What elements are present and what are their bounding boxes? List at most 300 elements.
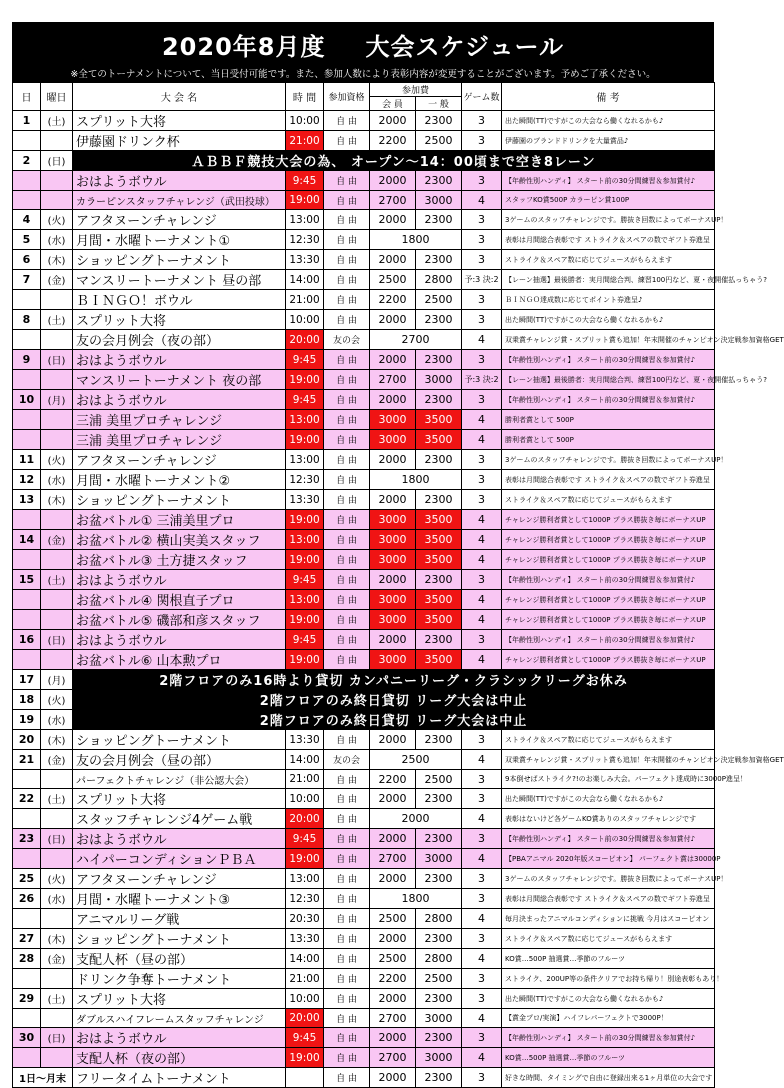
cell-event-name: 月間・水曜トーナメント②: [73, 470, 286, 490]
cell-qualification: 自 由: [324, 410, 370, 430]
cell-note: 双乗賞チャレンジ賞・スプリット賞も追加！年末開催のチャンピオン決定戦参加資格GET: [502, 330, 715, 350]
cell-time: 9:45: [286, 171, 324, 191]
cell-games: 3: [462, 131, 502, 151]
table-row: [13, 450, 715, 470]
cell-day: [13, 430, 41, 450]
cell-note: チャレンジ勝利者賞として1000P プラス勝抜き毎にボーナスUP: [502, 610, 715, 630]
cell-day: [13, 171, 41, 191]
cell-event-name: お盆バトル⑥ 山本勲プロ: [73, 650, 286, 670]
cell-games: 3: [462, 1028, 502, 1048]
cell-day: 13: [13, 490, 41, 510]
cell-qualification: 自 由: [324, 470, 370, 490]
cell-games: 3: [462, 570, 502, 590]
cell-day: 1日〜月末: [13, 1068, 73, 1088]
cell-note: 好きな時間、タイミングで自由に登録出来る1ヶ月単位の大会です: [502, 1068, 715, 1088]
cell-games: 3: [462, 1068, 502, 1088]
cell-dow: (土): [41, 570, 73, 590]
cell-time: 19:00: [286, 650, 324, 670]
cell-fee: 1800: [370, 470, 462, 490]
cell-fee-general: 3500: [416, 530, 462, 550]
cell-note: 表彰は月間総合表彰です ストライク＆スペアの数でギフト券進呈: [502, 470, 715, 490]
cell-dow: [41, 809, 73, 829]
cell-fee-member: 2200: [370, 770, 416, 789]
cell-games: 4: [462, 330, 502, 350]
cell-fee: 1800: [370, 889, 462, 909]
cell-note: 【賞金プロ/実演】ハイフレパーフェクトで3000P！: [502, 1009, 715, 1028]
cell-games: 3: [462, 230, 502, 250]
cell-dow: (日): [41, 1028, 73, 1048]
cell-note: チャレンジ勝利者賞として1000P プラス勝抜き毎にボーナスUP: [502, 550, 715, 570]
cell-fee-member: 2000: [370, 111, 416, 131]
cell-fee-general: 2500: [416, 290, 462, 310]
cell-day: [13, 590, 41, 610]
cell-event-name: ショッピングトーナメント: [73, 730, 286, 750]
cell-fee-member: 3000: [370, 530, 416, 550]
cell-event-name: 三浦 美里プロチャレンジ: [73, 430, 286, 450]
cell-fee-member: 2500: [370, 270, 416, 290]
cell-day: [13, 410, 41, 430]
cell-time: 19:00: [286, 1048, 324, 1068]
cell-event-name: おはようボウル: [73, 171, 286, 191]
cell-fee-member: 2000: [370, 730, 416, 750]
cell-time: 19:00: [286, 370, 324, 390]
cell-event-name: アニマルリーグ戦: [73, 909, 286, 929]
cell-dow: [41, 131, 73, 151]
table-row: [13, 770, 715, 789]
cell-note: 勝利者賞として 500P: [502, 410, 715, 430]
table-row: [13, 730, 715, 750]
table-row: [13, 250, 715, 270]
cell-day: 2: [13, 151, 41, 171]
cell-time: 13:30: [286, 490, 324, 510]
cell-fee-general: 3500: [416, 430, 462, 450]
cell-event-name: おはようボウル: [73, 829, 286, 849]
table-row: [13, 270, 715, 290]
cell-note: ストライク＆スペア数に応じてジュースがもらえます: [502, 490, 715, 510]
cell-fee-member: 2000: [370, 929, 416, 949]
table-row: [13, 829, 715, 849]
table-row: [13, 210, 715, 230]
cell-day: [13, 370, 41, 390]
cell-dow: [41, 969, 73, 989]
notice-row: [13, 151, 715, 171]
cell-fee-general: 3500: [416, 650, 462, 670]
cell-time: 9:45: [286, 1028, 324, 1048]
cell-day: 20: [13, 730, 41, 750]
schedule-table: [12, 82, 784, 1088]
title-main: 大会スケジュール: [365, 33, 565, 61]
cell-fee-member: 2000: [370, 350, 416, 370]
cell-fee: 2700: [370, 330, 462, 350]
cell-games: 3: [462, 171, 502, 191]
cell-note: 【年齢性別ハンディ】 スタート前の30分間練習＆参加賞付♪: [502, 390, 715, 410]
table-row: [13, 1068, 715, 1088]
header-general: 一 般: [416, 97, 462, 111]
cell-time: 13:00: [286, 410, 324, 430]
cell-qualification: 自 由: [324, 949, 370, 969]
cell-day: [13, 770, 41, 789]
cell-games: 3: [462, 111, 502, 131]
cell-note: ストライク＆スペア数に応じてジュースがもらえます: [502, 929, 715, 949]
table-row: [13, 1048, 715, 1068]
cell-games: 3: [462, 770, 502, 789]
cell-fee-member: 2000: [370, 310, 416, 330]
cell-day: [13, 849, 41, 869]
cell-event-name: お盆バトル② 横山実美スタッフ: [73, 530, 286, 550]
cell-qualification: 自 由: [324, 1009, 370, 1028]
cell-event-name: 友の会月例会（夜の部）: [73, 330, 286, 350]
header-dow: 曜日: [41, 83, 73, 111]
cell-qualification: 自 由: [324, 1068, 370, 1088]
cell-dow: (日): [41, 630, 73, 650]
cell-dow: (月): [41, 390, 73, 410]
cell-games: 4: [462, 809, 502, 829]
banner-text: 2階フロアのみ16時より貸切 カンパニーリーグ・クラシックリーグお休み: [73, 670, 715, 690]
cell-fee-member: 2000: [370, 789, 416, 809]
cell-fee-general: 2300: [416, 250, 462, 270]
table-row: [13, 230, 715, 250]
cell-event-name: 支配人杯（昼の部）: [73, 949, 286, 969]
cell-event-name: お盆バトル① 三浦美里プロ: [73, 510, 286, 530]
cell-fee-general: 3500: [416, 610, 462, 630]
cell-fee: 2000: [370, 809, 462, 829]
cell-fee-general: 2800: [416, 909, 462, 929]
cell-fee-general: 2300: [416, 1068, 462, 1088]
cell-qualification: 自 由: [324, 630, 370, 650]
cell-event-name: アフタヌーンチャレンジ: [73, 210, 286, 230]
cell-dow: (木): [41, 929, 73, 949]
cell-event-name: おはようボウル: [73, 630, 286, 650]
cell-fee-general: 3500: [416, 590, 462, 610]
cell-fee-member: 3000: [370, 410, 416, 430]
cell-time: 21:00: [286, 770, 324, 789]
cell-event-name: アフタヌーンチャレンジ: [73, 869, 286, 889]
cell-qualification: 自 由: [324, 430, 370, 450]
table-row: [13, 750, 715, 770]
cell-event-name: マンスリートーナメント 夜の部: [73, 370, 286, 390]
table-row: [13, 849, 715, 869]
cell-dow: [41, 410, 73, 430]
cell-dow: (木): [41, 730, 73, 750]
cell-fee-general: 3000: [416, 849, 462, 869]
cell-fee-member: 2500: [370, 949, 416, 969]
cell-games: 4: [462, 849, 502, 869]
cell-games: 予:3 決:2: [462, 270, 502, 290]
cell-games: 3: [462, 250, 502, 270]
cell-dow: (木): [41, 490, 73, 510]
cell-day: 7: [13, 270, 41, 290]
cell-qualification: 自 由: [324, 230, 370, 250]
cell-games: 3: [462, 829, 502, 849]
cell-note: 出た瞬間(TT)ですがこの大会なら働くなれるかも♪: [502, 111, 715, 131]
cell-games: 3: [462, 290, 502, 310]
cell-time: 19:00: [286, 510, 324, 530]
cell-note: チャレンジ勝利者賞として1000P プラス勝抜き毎にボーナスUP: [502, 650, 715, 670]
cell-time: 19:00: [286, 610, 324, 630]
cell-event-name: ショッピングトーナメント: [73, 929, 286, 949]
cell-games: 3: [462, 869, 502, 889]
cell-event-name: ショッピングトーナメント: [73, 490, 286, 510]
cell-event-name: スプリット大将: [73, 989, 286, 1009]
cell-day: [13, 131, 41, 151]
cell-note: チャレンジ勝利者賞として1000P プラス勝抜き毎にボーナスUP: [502, 590, 715, 610]
cell-fee-general: 2300: [416, 929, 462, 949]
table-row: [13, 330, 715, 350]
cell-games: 3: [462, 470, 502, 490]
cell-fee-general: 2800: [416, 270, 462, 290]
cell-note: 3ゲームのスタッフチャレンジです。勝抜き回数によってボーナスUP！: [502, 869, 715, 889]
cell-games: 4: [462, 909, 502, 929]
table-row: [13, 590, 715, 610]
cell-note: スタッフKO賞500P カラーピン賞100P: [502, 191, 715, 210]
banner-text: ＡＢＢＦ競技大会の為、 オープン〜14：00頃まで空き8レーン: [73, 151, 715, 171]
cell-time: 13:00: [286, 590, 324, 610]
cell-fee-general: 3500: [416, 510, 462, 530]
cell-event-name: お盆バトル⑤ 磯部和彦スタッフ: [73, 610, 286, 630]
cell-dow: [41, 909, 73, 929]
cell-fee: 1800: [370, 230, 462, 250]
table-row: [13, 949, 715, 969]
cell-time: 9:45: [286, 350, 324, 370]
cell-fee-general: 3500: [416, 410, 462, 430]
cell-time: 19:00: [286, 430, 324, 450]
table-row: [13, 530, 715, 550]
cell-qualification: 友の会: [324, 750, 370, 770]
table-row: [13, 410, 715, 430]
cell-note: 表彰はないけど各ゲームKO賞ありのスタッフチャレンジです: [502, 809, 715, 829]
cell-fee-member: 3000: [370, 610, 416, 630]
cell-time: 13:30: [286, 929, 324, 949]
notice-row: [13, 690, 715, 710]
cell-day: [13, 809, 41, 829]
table-row: [13, 111, 715, 131]
notice-row: [13, 710, 715, 730]
cell-dow: (火): [41, 210, 73, 230]
cell-day: 18: [13, 690, 41, 710]
header-fee: 参加費: [370, 83, 462, 97]
cell-event-name: スプリット大将: [73, 111, 286, 131]
cell-note: 【レーン抽選】最後勝者：実月間総合判、練習100円など、夏・夜開催払っちゃう?: [502, 370, 715, 390]
header-note: 備 考: [502, 83, 715, 111]
cell-note: 表彰は月間総合表彰です ストライク＆スペアの数でギフト券進呈: [502, 230, 715, 250]
cell-dow: [41, 1048, 73, 1068]
header-games: ゲーム数: [462, 83, 502, 111]
cell-day: 29: [13, 989, 41, 1009]
banner-text: 2階フロアのみ終日貸切 リーグ大会は中止: [73, 710, 715, 730]
cell-dow: (土): [41, 111, 73, 131]
cell-fee-general: 2300: [416, 730, 462, 750]
cell-fee-general: 2300: [416, 450, 462, 470]
cell-note: 3ゲームのスタッフチャレンジです。勝抜き回数によってボーナスUP！: [502, 210, 715, 230]
cell-fee-general: 2500: [416, 131, 462, 151]
cell-time: 9:45: [286, 630, 324, 650]
table-row: [13, 1028, 715, 1048]
header-name: 大 会 名: [73, 83, 286, 111]
table-row: [13, 350, 715, 370]
cell-games: 4: [462, 510, 502, 530]
cell-fee-general: 2300: [416, 829, 462, 849]
table-row: [13, 430, 715, 450]
cell-day: 8: [13, 310, 41, 330]
cell-day: [13, 909, 41, 929]
cell-games: 4: [462, 1048, 502, 1068]
cell-day: 5: [13, 230, 41, 250]
cell-dow: (金): [41, 530, 73, 550]
cell-event-name: おはようボウル: [73, 350, 286, 370]
cell-dow: [41, 770, 73, 789]
cell-qualification: 自 由: [324, 111, 370, 131]
cell-time: 10:00: [286, 111, 324, 131]
cell-day: 1: [13, 111, 41, 131]
cell-event-name: カラーピンスタッフチャレンジ（武田投球）: [73, 191, 286, 210]
cell-fee-general: 2300: [416, 390, 462, 410]
cell-qualification: 自 由: [324, 310, 370, 330]
cell-qualification: 自 由: [324, 650, 370, 670]
cell-qualification: 自 由: [324, 590, 370, 610]
cell-games: 3: [462, 789, 502, 809]
cell-time: 9:45: [286, 390, 324, 410]
cell-dow: [41, 290, 73, 310]
cell-fee-member: 2000: [370, 250, 416, 270]
cell-time: 20:00: [286, 809, 324, 829]
cell-time: 13:30: [286, 250, 324, 270]
cell-time: 19:00: [286, 849, 324, 869]
cell-qualification: 自 由: [324, 370, 370, 390]
cell-qualification: 自 由: [324, 610, 370, 630]
cell-fee-member: 2000: [370, 450, 416, 470]
cell-dow: (金): [41, 750, 73, 770]
cell-day: [13, 650, 41, 670]
cell-games: 3: [462, 390, 502, 410]
cell-games: 4: [462, 650, 502, 670]
header-day: 日: [13, 83, 41, 111]
cell-qualification: 自 由: [324, 270, 370, 290]
cell-games: 4: [462, 550, 502, 570]
cell-fee-member: 2200: [370, 131, 416, 151]
cell-note: 【PBAアニマル 2020年版スコーピオン】 パーフェクト賞は30000P: [502, 849, 715, 869]
cell-note: ストライク＆スペア数に応じてジュースがもらえます: [502, 730, 715, 750]
cell-day: 6: [13, 250, 41, 270]
cell-qualification: 自 由: [324, 989, 370, 1009]
cell-day: [13, 510, 41, 530]
cell-dow: (土): [41, 989, 73, 1009]
cell-fee-general: 3000: [416, 1048, 462, 1068]
cell-qualification: 自 由: [324, 171, 370, 191]
cell-event-name: フリータイムトーナメント: [73, 1068, 286, 1088]
cell-games: 3: [462, 929, 502, 949]
cell-day: 17: [13, 670, 41, 690]
cell-qualification: 自 由: [324, 390, 370, 410]
cell-qualification: 自 由: [324, 1048, 370, 1068]
cell-qualification: 自 由: [324, 829, 370, 849]
cell-qualification: 自 由: [324, 570, 370, 590]
cell-dow: (木): [41, 250, 73, 270]
cell-qualification: 自 由: [324, 869, 370, 889]
cell-note: 【レーン抽選】最後勝者：実月間総合判、練習100円など、夏・夜開催払っちゃう?: [502, 270, 715, 290]
cell-qualification: 自 由: [324, 510, 370, 530]
table-row: [13, 789, 715, 809]
cell-games: 3: [462, 210, 502, 230]
cell-fee-general: 3000: [416, 370, 462, 390]
cell-time: 13:00: [286, 210, 324, 230]
cell-time: 9:45: [286, 829, 324, 849]
cell-day: [13, 191, 41, 210]
cell-dow: (水): [41, 230, 73, 250]
cell-event-name: 月間・水曜トーナメント①: [73, 230, 286, 250]
cell-fee-member: 2200: [370, 969, 416, 989]
cell-fee-member: 2000: [370, 1028, 416, 1048]
cell-event-name: おはようボウル: [73, 390, 286, 410]
cell-day: 23: [13, 829, 41, 849]
cell-time: 21:00: [286, 969, 324, 989]
cell-event-name: 月間・水曜トーナメント③: [73, 889, 286, 909]
cell-day: [13, 550, 41, 570]
cell-time: 13:00: [286, 450, 324, 470]
cell-dow: [41, 370, 73, 390]
cell-note: 【年齢性別ハンディ】 スタート前の30分間練習＆参加賞付♪: [502, 570, 715, 590]
cell-dow: [41, 849, 73, 869]
cell-dow: [41, 330, 73, 350]
table-row: [13, 869, 715, 889]
cell-games: 3: [462, 969, 502, 989]
cell-games: 4: [462, 590, 502, 610]
cell-day: 9: [13, 350, 41, 370]
cell-qualification: 自 由: [324, 770, 370, 789]
cell-event-name: ハイパーコンディションＰＢＡ: [73, 849, 286, 869]
header-qual: 参加資格: [324, 83, 370, 111]
cell-qualification: 自 由: [324, 889, 370, 909]
cell-fee-general: 2300: [416, 570, 462, 590]
table-row: [13, 969, 715, 989]
cell-fee-member: 2000: [370, 829, 416, 849]
cell-fee-general: 3500: [416, 550, 462, 570]
cell-fee-general: 2300: [416, 171, 462, 191]
cell-event-name: パーフェクトチャレンジ（非公認大会）: [73, 770, 286, 789]
table-row: [13, 610, 715, 630]
cell-qualification: 友の会: [324, 330, 370, 350]
cell-games: 3: [462, 630, 502, 650]
cell-dow: (金): [41, 270, 73, 290]
cell-note: 【年齢性別ハンディ】 スタート前の30分間練習＆参加賞付♪: [502, 350, 715, 370]
table-row: [13, 510, 715, 530]
cell-event-name: おはようボウル: [73, 1028, 286, 1048]
cell-fee-member: 2000: [370, 989, 416, 1009]
cell-time: 19:00: [286, 550, 324, 570]
cell-dow: (水): [41, 889, 73, 909]
cell-games: 4: [462, 430, 502, 450]
cell-fee-general: 2500: [416, 770, 462, 789]
cell-dow: [41, 550, 73, 570]
cell-dow: (水): [41, 470, 73, 490]
cell-games: 4: [462, 1009, 502, 1028]
cell-fee-member: 2000: [370, 390, 416, 410]
cell-fee-general: 3000: [416, 1009, 462, 1028]
cell-dow: [41, 1009, 73, 1028]
cell-dow: (日): [41, 151, 73, 171]
cell-time: 13:30: [286, 730, 324, 750]
header-time: 時 間: [286, 83, 324, 111]
cell-fee-general: 2300: [416, 630, 462, 650]
cell-qualification: 自 由: [324, 550, 370, 570]
cell-day: 25: [13, 869, 41, 889]
cell-event-name: ＢＩＮＧＯ！ボウル: [73, 290, 286, 310]
cell-event-name: ドリンク争奪トーナメント: [73, 969, 286, 989]
cell-dow: [41, 590, 73, 610]
cell-time: 19:00: [286, 191, 324, 210]
cell-event-name: おはようボウル: [73, 570, 286, 590]
cell-day: 27: [13, 929, 41, 949]
cell-fee-general: 2300: [416, 210, 462, 230]
